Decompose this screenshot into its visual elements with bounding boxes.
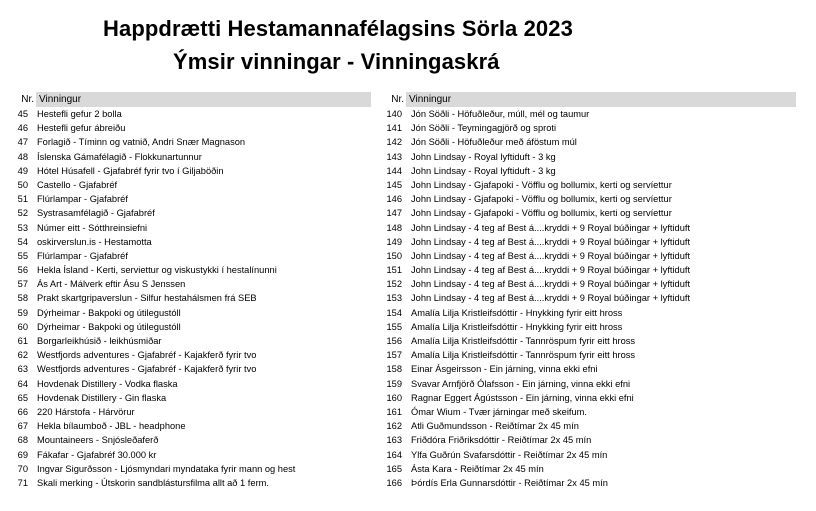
table-row — [0, 306, 371, 320]
row-prize: Dýrheimar - Bakpoki og útilegustóll — [37, 321, 181, 332]
row-number: 52 — [17, 208, 28, 219]
row-number: 56 — [17, 265, 28, 276]
row-number: 158 — [386, 364, 402, 375]
row-prize: Ásta Kara - Reiðtímar 2x 45 mín — [411, 463, 544, 474]
table-row — [0, 419, 371, 433]
row-prize: Íslenska Gámafélagið - Flokkunartunnur — [37, 151, 202, 162]
row-number: 55 — [17, 250, 28, 261]
row-prize: Amalía Lilja Kristleifsdóttir - Tannröspum fyrir eitt hross — [411, 336, 636, 346]
row-prize: Mountaineers - Snjósleðaferð — [37, 435, 159, 446]
row-number: 64 — [17, 378, 28, 389]
table-row — [370, 405, 796, 419]
row-number: 68 — [17, 435, 28, 446]
table-row — [370, 448, 796, 462]
row-number: 58 — [17, 293, 28, 304]
row-number: 60 — [17, 321, 28, 332]
row-number: 71 — [17, 477, 28, 488]
table-row — [370, 462, 796, 476]
table-row — [370, 348, 796, 362]
row-number: 141 — [386, 123, 402, 134]
table-row — [370, 249, 796, 263]
row-prize: John Lindsay - 4 teg af Best á....kryddi + 9 Royal búðingar + lyftiduft — [411, 236, 691, 247]
row-prize: Flúrlampar - Gjafabréf — [37, 194, 128, 205]
table-row — [0, 334, 371, 348]
row-prize: Jón Söðli - Höfuðleður með áföstum múl — [411, 137, 577, 148]
table-header — [0, 92, 371, 107]
table-row — [0, 107, 371, 121]
column-header-nr: Nr. — [21, 94, 34, 105]
table-row — [0, 377, 371, 391]
row-prize: Ingvar Sigurðsson - Ljósmyndari myndataka fyrir mann og hest — [37, 463, 296, 474]
row-number: 148 — [386, 222, 402, 233]
table-row — [370, 135, 796, 149]
row-prize: Ragnar Eggert Ágústsson - Ein járning, vinna ekki efni — [411, 392, 634, 403]
row-number: 159 — [386, 378, 402, 389]
row-prize: John Lindsay - Royal lyftiduft - 3 kg — [411, 151, 556, 162]
row-prize: Jón Söðli - Teymingagjörð og sproti — [411, 123, 557, 134]
row-prize: Dýrheimar - Bakpoki og útilegustóll — [37, 307, 181, 318]
row-prize: Systrasamfélagið - Gjafabréf — [37, 208, 155, 219]
row-prize: Svavar Arnfjörð Ólafsson - Ein járning, vinna ekki efni — [411, 378, 631, 389]
row-number: 51 — [17, 194, 28, 205]
table-row — [370, 334, 796, 348]
table-row — [0, 192, 371, 206]
row-number: 54 — [17, 236, 28, 247]
table-row — [370, 178, 796, 192]
row-number: 161 — [386, 406, 402, 417]
row-number: 46 — [17, 123, 28, 134]
row-prize: John Lindsay - 4 teg af Best á....kryddi + 9 Royal búðingar + lyftiduft — [411, 250, 691, 261]
row-prize: John Lindsay - Gjafapoki - Vöfflu og bollumix, kerti og servíettur — [411, 179, 672, 190]
row-prize: Ómar Wium - Tvær járningar með skeifum. — [411, 406, 587, 417]
row-number: 145 — [386, 179, 402, 190]
table-row — [0, 277, 371, 291]
table-row — [370, 277, 796, 291]
row-number: 143 — [386, 151, 402, 162]
row-prize: Prakt skartgripaverslun - Silfur hestahálsmen frá SEB — [37, 293, 257, 304]
table-row — [370, 391, 796, 405]
column-header-nr: Nr. — [391, 94, 404, 105]
row-prize: Hovdenak Distillery - Vodka flaska — [37, 378, 178, 389]
row-prize: John Lindsay - 4 teg af Best á....kryddi + 9 Royal búðingar + lyftiduft — [411, 222, 691, 233]
row-number: 153 — [386, 293, 402, 304]
row-prize: John Lindsay - Gjafapoki - Vöfflu og bollumix, kerti og servíettur — [411, 208, 672, 219]
row-number: 157 — [386, 350, 402, 361]
table-row — [370, 419, 796, 433]
row-prize: Friðdóra Friðriksdóttir - Reiðtímar 2x 45 mín — [411, 435, 592, 446]
row-number: 162 — [386, 421, 402, 432]
table-row — [370, 235, 796, 249]
table-row — [0, 221, 371, 235]
row-prize: oskirverslun.is - Hestamotta — [37, 236, 152, 247]
row-prize: Amalía Lilja Kristleifsdóttir - Hnykking fyrir eitt hross — [411, 307, 623, 318]
prize-table-left — [0, 92, 371, 490]
page-title: Happdrætti Hestamannafélagsins Sörla 2023 — [103, 16, 573, 41]
row-number: 50 — [17, 179, 28, 190]
row-prize: Skali merking - Útskorin sandblástursfilma allt að 1 ferm. — [37, 477, 269, 488]
table-row — [370, 121, 796, 135]
table-row — [0, 462, 371, 476]
table-row — [0, 320, 371, 334]
row-number: 151 — [386, 265, 402, 276]
row-prize: Hovdenak Distillery - Gin flaska — [37, 392, 167, 403]
row-number: 62 — [17, 350, 28, 361]
row-number: 165 — [386, 463, 402, 474]
table-header — [370, 92, 796, 107]
table-row — [370, 377, 796, 391]
row-prize: John Lindsay - Royal lyftiduft - 3 kg — [411, 165, 556, 176]
row-number: 150 — [386, 250, 402, 261]
table-row — [370, 362, 796, 376]
row-prize: Castello - Gjafabréf — [37, 179, 118, 190]
row-prize: Jón Söðli - Höfuðleður, múll, mél og taumur — [411, 109, 590, 119]
table-row — [0, 178, 371, 192]
row-prize: Borgarleikhúsið - leikhúsmiðar — [37, 336, 162, 346]
row-prize: Hótel Húsafell - Gjafabréf fyrir tvo í Giljaböðin — [37, 165, 224, 176]
row-number: 164 — [386, 449, 402, 460]
table-row — [0, 405, 371, 419]
row-number: 147 — [386, 208, 402, 219]
table-row — [0, 150, 371, 164]
row-prize: Westfjords adventures - Gjafabréf - Kajakferð fyrir tvo — [37, 350, 257, 361]
row-prize: Forlagið - Tíminn og vatnið, Andri Snær Magnason — [37, 137, 246, 148]
column-header-prize: Vinningur — [36, 92, 371, 107]
row-number: 152 — [386, 279, 402, 290]
table-row — [370, 164, 796, 178]
row-prize: John Lindsay - 4 teg af Best á....kryddi + 9 Royal búðingar + lyftiduft — [411, 293, 691, 304]
row-number: 155 — [386, 321, 402, 332]
row-prize: Flúrlampar - Gjafabréf — [37, 250, 128, 261]
table-row — [0, 291, 371, 305]
table-row — [370, 192, 796, 206]
table-row — [0, 391, 371, 405]
row-prize: Fákafar - Gjafabréf 30.000 kr — [37, 449, 157, 460]
row-prize: Hestefli gefur 2 bolla — [37, 109, 122, 119]
row-number: 53 — [17, 222, 28, 233]
row-prize: Westfjords adventures - Gjafabréf - Kajakferð fyrir tvo — [37, 364, 257, 375]
row-number: 163 — [386, 435, 402, 446]
row-number: 48 — [17, 151, 28, 162]
table-row — [0, 476, 371, 490]
row-number: 45 — [17, 109, 28, 119]
table-row — [0, 433, 371, 447]
table-row — [370, 206, 796, 220]
table-row — [0, 206, 371, 220]
table-row — [0, 121, 371, 135]
row-prize: Amalía Lilja Kristleifsdóttir - Hnykking fyrir eitt hross — [411, 321, 623, 332]
table-row — [0, 263, 371, 277]
row-number: 160 — [386, 392, 402, 403]
row-number: 149 — [386, 236, 402, 247]
row-number: 63 — [17, 364, 28, 375]
row-number: 47 — [17, 137, 28, 148]
row-prize: Ás Art - Málverk eftir Ásu S Jenssen — [37, 279, 186, 290]
row-number: 65 — [17, 392, 28, 403]
row-prize: John Lindsay - 4 teg af Best á....kryddi + 9 Royal búðingar + lyftiduft — [411, 265, 691, 276]
row-prize: Hekla bílaumboð - JBL - headphone — [37, 421, 186, 432]
column-header-prize: Vinningur — [406, 92, 796, 107]
row-number: 61 — [17, 336, 28, 346]
row-number: 156 — [386, 336, 402, 346]
row-number: 49 — [17, 165, 28, 176]
row-prize: John Lindsay - Gjafapoki - Vöfflu og bollumix, kerti og servíettur — [411, 194, 672, 205]
row-prize: Númer eitt - Sótthreinsiefni — [37, 222, 148, 233]
row-number: 66 — [17, 406, 28, 417]
row-number: 70 — [17, 463, 28, 474]
row-number: 57 — [17, 279, 28, 290]
table-row — [0, 235, 371, 249]
row-number: 67 — [17, 421, 28, 432]
page-subtitle: Ýmsir vinningar - Vinningaskrá — [173, 49, 500, 74]
row-number: 154 — [386, 307, 402, 318]
row-prize: John Lindsay - 4 teg af Best á....kryddi + 9 Royal búðingar + lyftiduft — [411, 279, 691, 290]
table-row — [370, 476, 796, 490]
table-row — [0, 135, 371, 149]
row-number: 166 — [386, 477, 402, 488]
row-number: 144 — [386, 165, 402, 176]
table-row — [370, 263, 796, 277]
row-prize: Hestefli gefur ábreiðu — [37, 123, 126, 134]
row-prize: Atli Guðmundsson - Reiðtímar 2x 45 mín — [411, 421, 579, 432]
row-number: 146 — [386, 194, 402, 205]
table-body — [370, 107, 796, 490]
row-prize: Amalía Lilja Kristleifsdóttir - Tannröspum fyrir eitt hross — [411, 350, 636, 361]
row-prize: Einar Ásgeirsson - Ein járning, vinna ekki efni — [411, 364, 598, 375]
row-prize: Hekla Ísland - Kerti, serviettur og viskustykki í hestalínunni — [37, 265, 277, 276]
row-prize: 220 Hárstofa - Hárvörur — [37, 406, 135, 417]
table-row — [370, 433, 796, 447]
row-prize: Ylfa Guðrún Svafarsdóttir - Reiðtímar 2x 45 mín — [411, 449, 608, 460]
table-row — [0, 448, 371, 462]
table-row — [0, 348, 371, 362]
table-row — [0, 362, 371, 376]
table-row — [0, 164, 371, 178]
table-row — [370, 107, 796, 121]
table-body — [0, 107, 371, 490]
row-number: 140 — [386, 109, 402, 119]
row-number: 142 — [386, 137, 402, 148]
prize-table-right — [370, 92, 796, 490]
table-row — [370, 306, 796, 320]
table-row — [370, 221, 796, 235]
table-row — [370, 291, 796, 305]
row-number: 59 — [17, 307, 28, 318]
row-number: 69 — [17, 449, 28, 460]
row-prize: Þórdís Erla Gunnarsdóttir - Reiðtímar 2x 45 mín — [411, 477, 608, 488]
table-row — [0, 249, 371, 263]
table-row — [370, 150, 796, 164]
table-row — [370, 320, 796, 334]
